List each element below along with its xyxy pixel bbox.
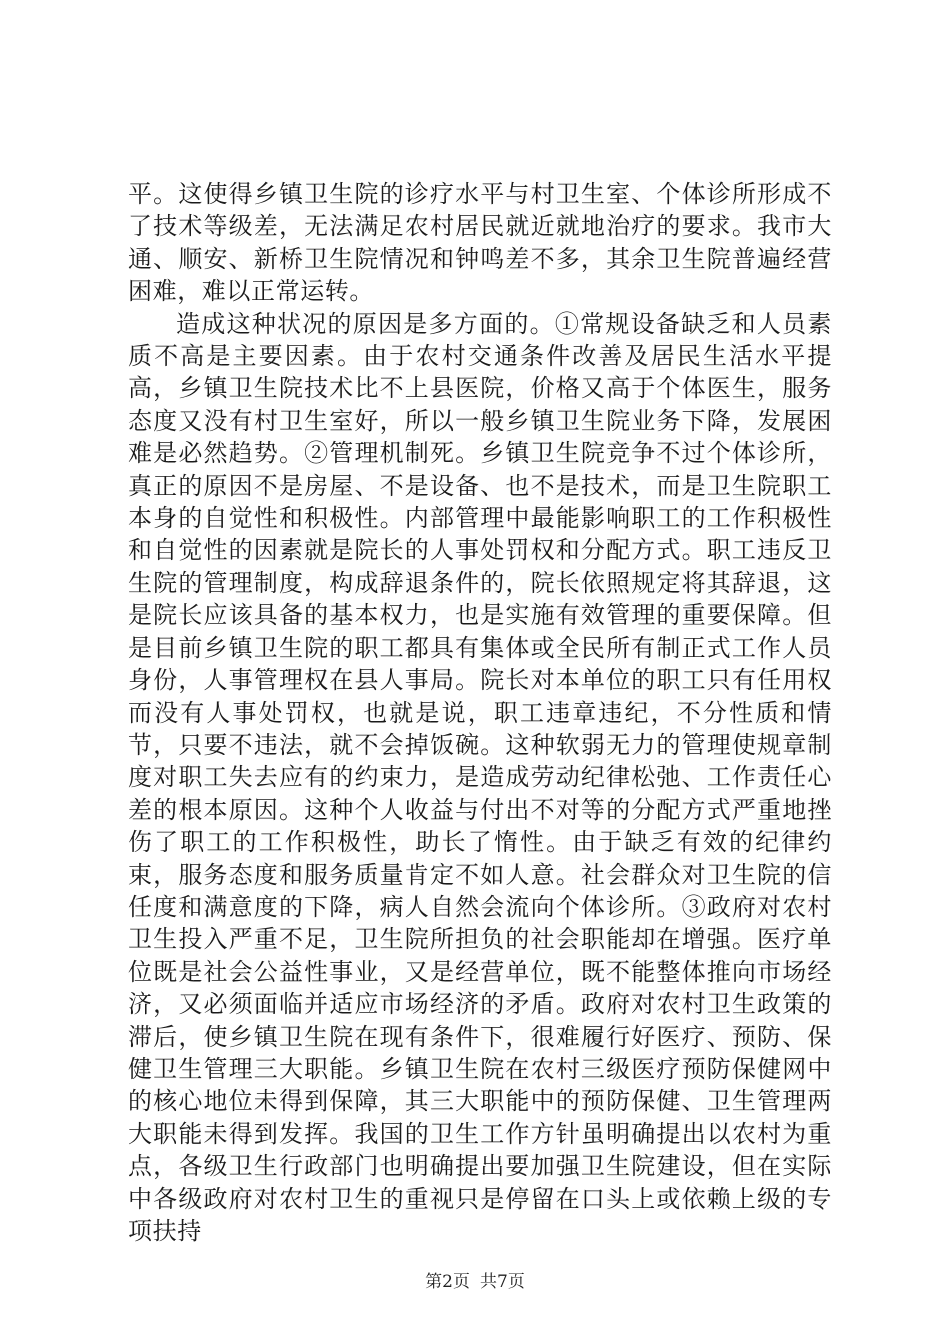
page-number: 第2页 <box>425 1272 470 1292</box>
document-body <box>128 178 832 1247</box>
page-total: 共7页 <box>480 1272 525 1292</box>
page-footer <box>0 1267 950 1292</box>
paragraph-causes: 造成这种状况的原因是多方面的。①常规设备缺乏和人员素质不高是主要因素。由于农村交通条件改善及居民生活水平提高，乡镇卫生院技术比不上县医院，价格又高于个体医生，服务态度又没有村卫生室好，所以一般乡镇卫生院业务下降，发展困难是必然趋势。②管理机制死。乡镇卫生院竞争不过个体诊所，真正的原因不是房屋、不是设备、也不是技术，而是卫生院职工本身的自觉性和积极性。内部管理中最能影响职工的工作积极性和自觉性的因素就是院长的人事处罚权和分配方式。职工违反卫生院的管理制度，构成辞退条件的，院长依照规定将其辞退，这是院长应该具备的基本权力，也是实施有效管理的重要保障。但是目前乡镇卫生院的职工都具有集体或全民所有制正式工作人员身份，人事管理权在县人事局。院长对本单位的职工只有任用权而没有人事处罚权，也就是说，职工违章违纪，不分性质和情节，只要不违法，就不会掉饭碗。这种软弱无力的管理使规章制度对职工失去应有的约束力，是造成劳动纪律松弛、工作责任心差的根本原因。这种个人收益与付出不对等的分配方式严重地挫伤了职工的工作积极性，助长了惰性。由于缺乏有效的纪律约束，服务态度和服务质量肯定不如人意。社会群众对卫生院的信任度和满意度的下降，病人自然会流向个体诊所。③政府对农村卫生投入严重不足，卫生院所担负的社会职能却在增强。医疗单位既是社会公益性事业，又是经营单位，既不能整体推向市场经济，又必须面临并适应市场经济的矛盾。政府对农村卫生政策的滞后，使乡镇卫生院在现有条件下，很难履行好医疗、预防、保健卫生管理三大职能。乡镇卫生院在农村三级医疗预防保健网中的核心地位未得到保障，其三大职能中的预防保健、卫生管理两大职能未得到发挥。我国的卫生工作方针虽明确提出以农村为重点，各级卫生行政部门也明确提出要加强卫生院建设，但在实际中各级政府对农村卫生的重视只是停留在口头上或依赖上级的专项扶持 <box>128 309 832 1245</box>
paragraph-continuation: 平。这使得乡镇卫生院的诊疗水平与村卫生室、个体诊所形成不了技术等级差，无法满足农村居民就近就地治疗的要求。我市大通、顺安、新桥卫生院情况和钟鸣差不多，其余卫生院普遍经营困难，难以正常运转。 <box>128 180 832 306</box>
